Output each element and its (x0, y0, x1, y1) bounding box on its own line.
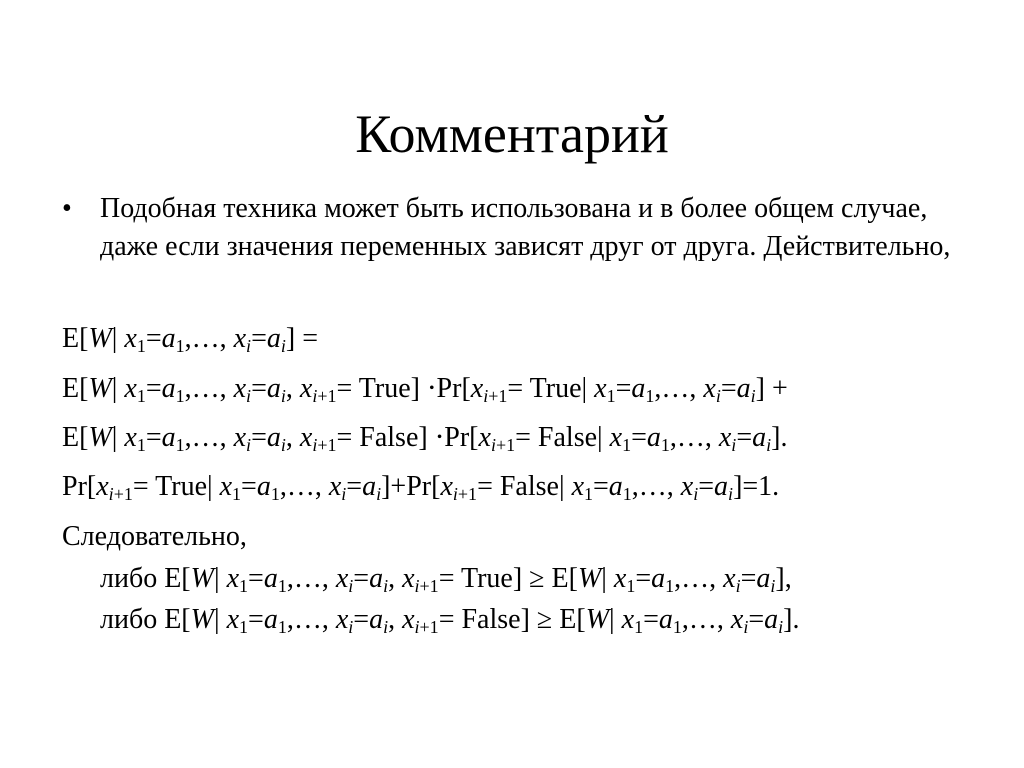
formula-line-3: E[W| $x_1=a_1,\dots$, $x_i=a_i$, $x_{i+1}=$ False] $\cdot Pr[x_{i+1}=$ False| $x_1=a_1,\dots$, $x_i=a_i$]. (62, 422, 788, 455)
conclusion-line-1: либо E[W| $x_1=a_1,\dots$, $x_i=a_i$, $x_{i+1}=$ True] ≥ E[W| $x_1=a_1,\dots$, $x_i=a_i$], (100, 563, 792, 596)
bullet-item (62, 190, 962, 266)
formula-line-4: $Pr[x_{i+1}=$ True| $x_1=a_1,\dots$, $x_i=a_i]+Pr[x_{i+1}=$ False| $x_1=a_1,\dots$, $x_i=a_i]=1$. (62, 471, 780, 504)
bullet-marker: • (62, 193, 72, 224)
bullet-text: Подобная техника может быть использована и в более общем случае, даже если значения переменных зависят друг от друга. Действительно, (100, 193, 951, 262)
slide-title: Комментарий (355, 104, 669, 165)
formula-line-1: E[W| $x_1=a_1,\dots$, $x_i=a_i$] = (62, 323, 318, 356)
conclusion-line-2: либо E[W| $x_1=a_1,\dots$, $x_i=a_i$, $x_{i+1}=$ False] ≥ E[W| $x_1=a_1,\dots$, $x_i=a_i$]. (100, 604, 800, 637)
formula-line-2: E[W| $x_1=a_1,\dots$, $x_i=a_i$, $x_{i+1}=$ True] $\cdot Pr[x_{i+1}=$ True| $x_1=a_1,\dots$, $x_i=a_i$] + (62, 373, 788, 406)
consequently-text: Следовательно, (62, 521, 247, 552)
